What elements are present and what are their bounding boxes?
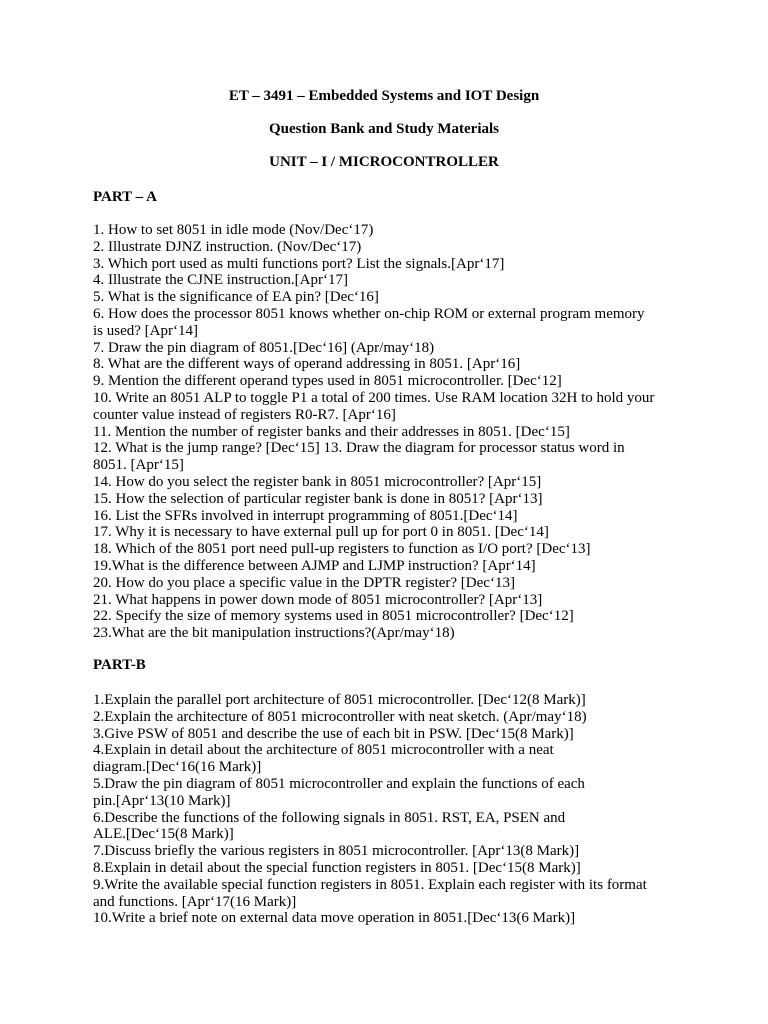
question-line: 15. How the selection of particular register bank is done in 8051? [Apr‘13] (93, 490, 543, 507)
question-line: diagram.[Dec‘16(16 Mark)] (93, 759, 262, 776)
question-line: 11. Mention the number of register banks and their addresses in 8051. [Dec‘15] (93, 423, 570, 440)
question-line: 6.Describe the functions of the following signals in 8051. RST, EA, PSEN and (93, 809, 566, 826)
unit-heading: UNIT – I / MICROCONTROLLER (269, 154, 499, 170)
question-line: 7.Discuss briefly the various registers in 8051 microcontroller. [Apr‘13(8 Mark)] (93, 843, 580, 860)
question-line: 1. How to set 8051 in idle mode (Nov/Dec‘17) (93, 222, 374, 238)
question-line: 9.Write the available special function registers in 8051. Explain each register with its format (93, 876, 647, 893)
question-line: 18. Which of the 8051 port need pull-up registers to function as I/O port? [Dec‘13] (93, 541, 591, 558)
document-subtitle: Question Bank and Study Materials (268, 121, 500, 137)
question-line: 9. Mention the different operand types used in 8051 microcontroller. [Dec‘12] (93, 373, 562, 390)
question-line: pin.[Apr‘13(10 Mark)] (93, 792, 231, 809)
question-line: 4.Explain in detail about the architecture of 8051 microcontroller with a neat (93, 742, 554, 759)
part-b-question-list (93, 692, 673, 927)
question-line: is used? [Apr‘14] (93, 322, 198, 339)
question-line: 22. Specify the size of memory systems used in 8051 microcontroller? [Dec‘12] (93, 608, 574, 625)
question-line: ALE.[Dec‘15(8 Mark)] (93, 826, 234, 843)
document-title: ET – 3491 – Embedded Systems and IOT Design (228, 88, 540, 104)
question-line: 5.Draw the pin diagram of 8051 microcontroller and explain the functions of each (93, 775, 585, 792)
question-line: 17. Why it is necessary to have external pull up for port 0 in 8051. [Dec‘14] (93, 524, 549, 541)
part-a-question-list (93, 222, 673, 642)
question-line: 8.Explain in detail about the special function registers in 8051. [Dec‘15(8 Mark)] (93, 859, 581, 876)
part-a-title: PART – A (93, 189, 157, 205)
question-line: 12. What is the jump range? [Dec‘15] 13. Draw the diagram for processor status word in (93, 440, 625, 457)
question-line: 7. Draw the pin diagram of 8051.[Dec‘16] (Apr/may‘18) (93, 339, 435, 356)
question-line: 2. Illustrate DJNZ instruction. (Nov/Dec‘17) (93, 238, 362, 255)
question-line: 19.What is the difference between AJMP and LJMP instruction? [Apr‘14] (93, 557, 536, 574)
question-line: 20. How do you place a specific value in the DPTR register? [Dec‘13] (93, 574, 515, 591)
question-line: 10.Write a brief note on external data move operation in 8051.[Dec‘13(6 Mark)] (93, 910, 576, 927)
question-line: 14. How do you select the register bank in 8051 microcontroller? [Apr‘15] (93, 473, 542, 490)
question-line: 6. How does the processor 8051 knows whether on-chip ROM or external program memory (93, 305, 645, 322)
question-line: 3.Give PSW of 8051 and describe the use of each bit in PSW. [Dec‘15(8 Mark)] (93, 725, 574, 742)
question-line: 16. List the SFRs involved in interrupt programming of 8051.[Dec‘14] (93, 507, 518, 524)
question-line: 8051. [Apr‘15] (93, 457, 184, 474)
question-line: 8. What are the different ways of operand addressing in 8051. [Apr‘16] (93, 356, 521, 373)
question-line: 23.What are the bit manipulation instructions?(Apr/may‘18) (93, 625, 455, 642)
question-line: 1.Explain the parallel port architecture of 8051 microcontroller. [Dec‘12(8 Mark)] (93, 692, 586, 708)
question-line: 2.Explain the architecture of 8051 microcontroller with neat sketch. (Apr/may‘18) (93, 708, 587, 725)
question-line: 5. What is the significance of EA pin? [Dec‘16] (93, 289, 379, 306)
question-line: 3. Which port used as multi functions port? List the signals.[Apr‘17] (93, 255, 505, 272)
question-line: and functions. [Apr‘17(16 Mark)] (93, 893, 297, 910)
question-line: counter value instead of registers R0-R7. [Apr‘16] (93, 406, 396, 423)
question-line: 21. What happens in power down mode of 8051 microcontroller? [Apr‘13] (93, 591, 543, 608)
question-line: 10. Write an 8051 ALP to toggle P1 a total of 200 times. Use RAM location 32H to hold your (93, 389, 655, 406)
part-b-title: PART-B (93, 657, 146, 673)
question-line: 4. Illustrate the CJNE instruction.[Apr‘17] (93, 272, 348, 289)
